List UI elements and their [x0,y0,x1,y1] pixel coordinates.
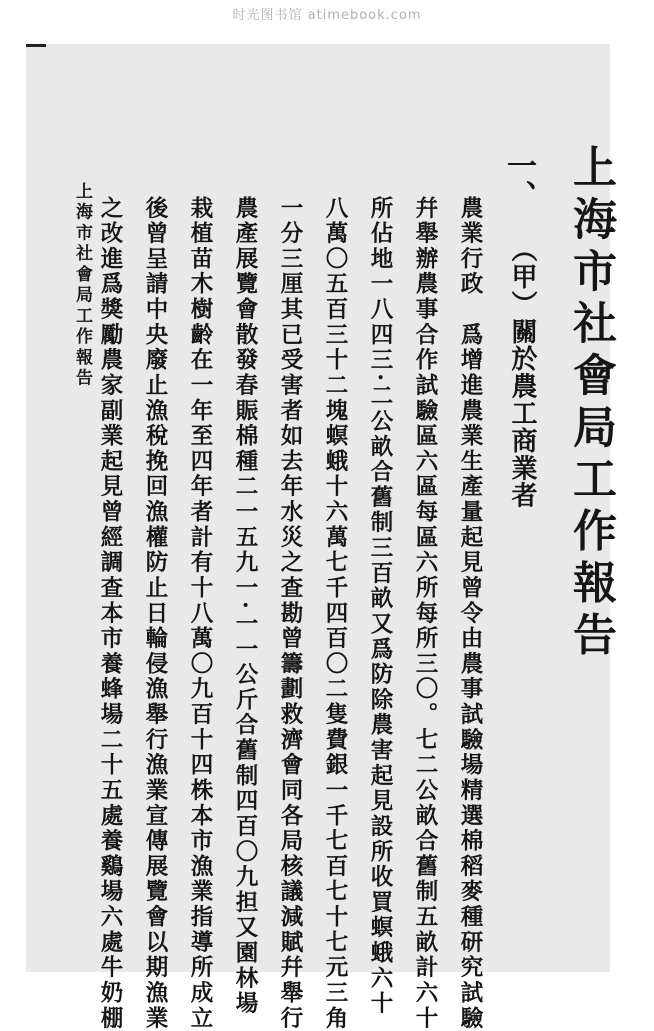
body-line: 一分三厘其已受害者如去年水災之查勘曾籌劃救濟會同各局核議減賦幷舉行 [277,196,303,1031]
body-line: 後曾呈請中央廢止漁稅挽回漁權防止日輪侵漁舉行漁業宣傳展覽會以期漁業 [142,196,168,1031]
body-line: 栽植苗木樹齡在一年至四年者計有十八萬〇九百十四株本市漁業指導所成立 [187,196,213,1031]
body-line: 農業行政 爲增進農業生產量起見曾令由農事試驗場精選棉稻麥種研究試驗 [457,196,483,1031]
body-line: 所佔地一八四三·二公畝合舊制三百畝又爲防除農害起見設所收買螟蛾六十 [367,196,393,1017]
section-number: 一、 [501,150,536,210]
running-footer-title: 上海市社會局工作報告 [72,182,92,390]
body-line: 幷舉辦農事合作試驗區六區每區六所每所三〇。七二公畝合舊制五畝計六十 [412,196,438,1031]
body-line: 八萬〇五百三十二塊螟蛾十六萬七千四百〇二隻費銀一千七百七十七元三角 [322,196,348,1031]
document-page [26,44,616,1031]
page-number [26,44,46,47]
section-subheading: （甲）關於農工商業者 [507,236,537,509]
page-title: 上海市社會局工作報告 [565,144,616,664]
body-line: 之改進爲獎勵農家副業起見曾經調查本市養蜂場二十五處養鷄場六處牛奶棚 [97,196,123,1031]
body-line: 農產展覽會散發春賑棉種二一五九一·一一公斤合舊制四百〇九担又園林場 [232,196,258,1017]
watermark-text: 时光图书馆 atimebook.com [232,8,422,23]
